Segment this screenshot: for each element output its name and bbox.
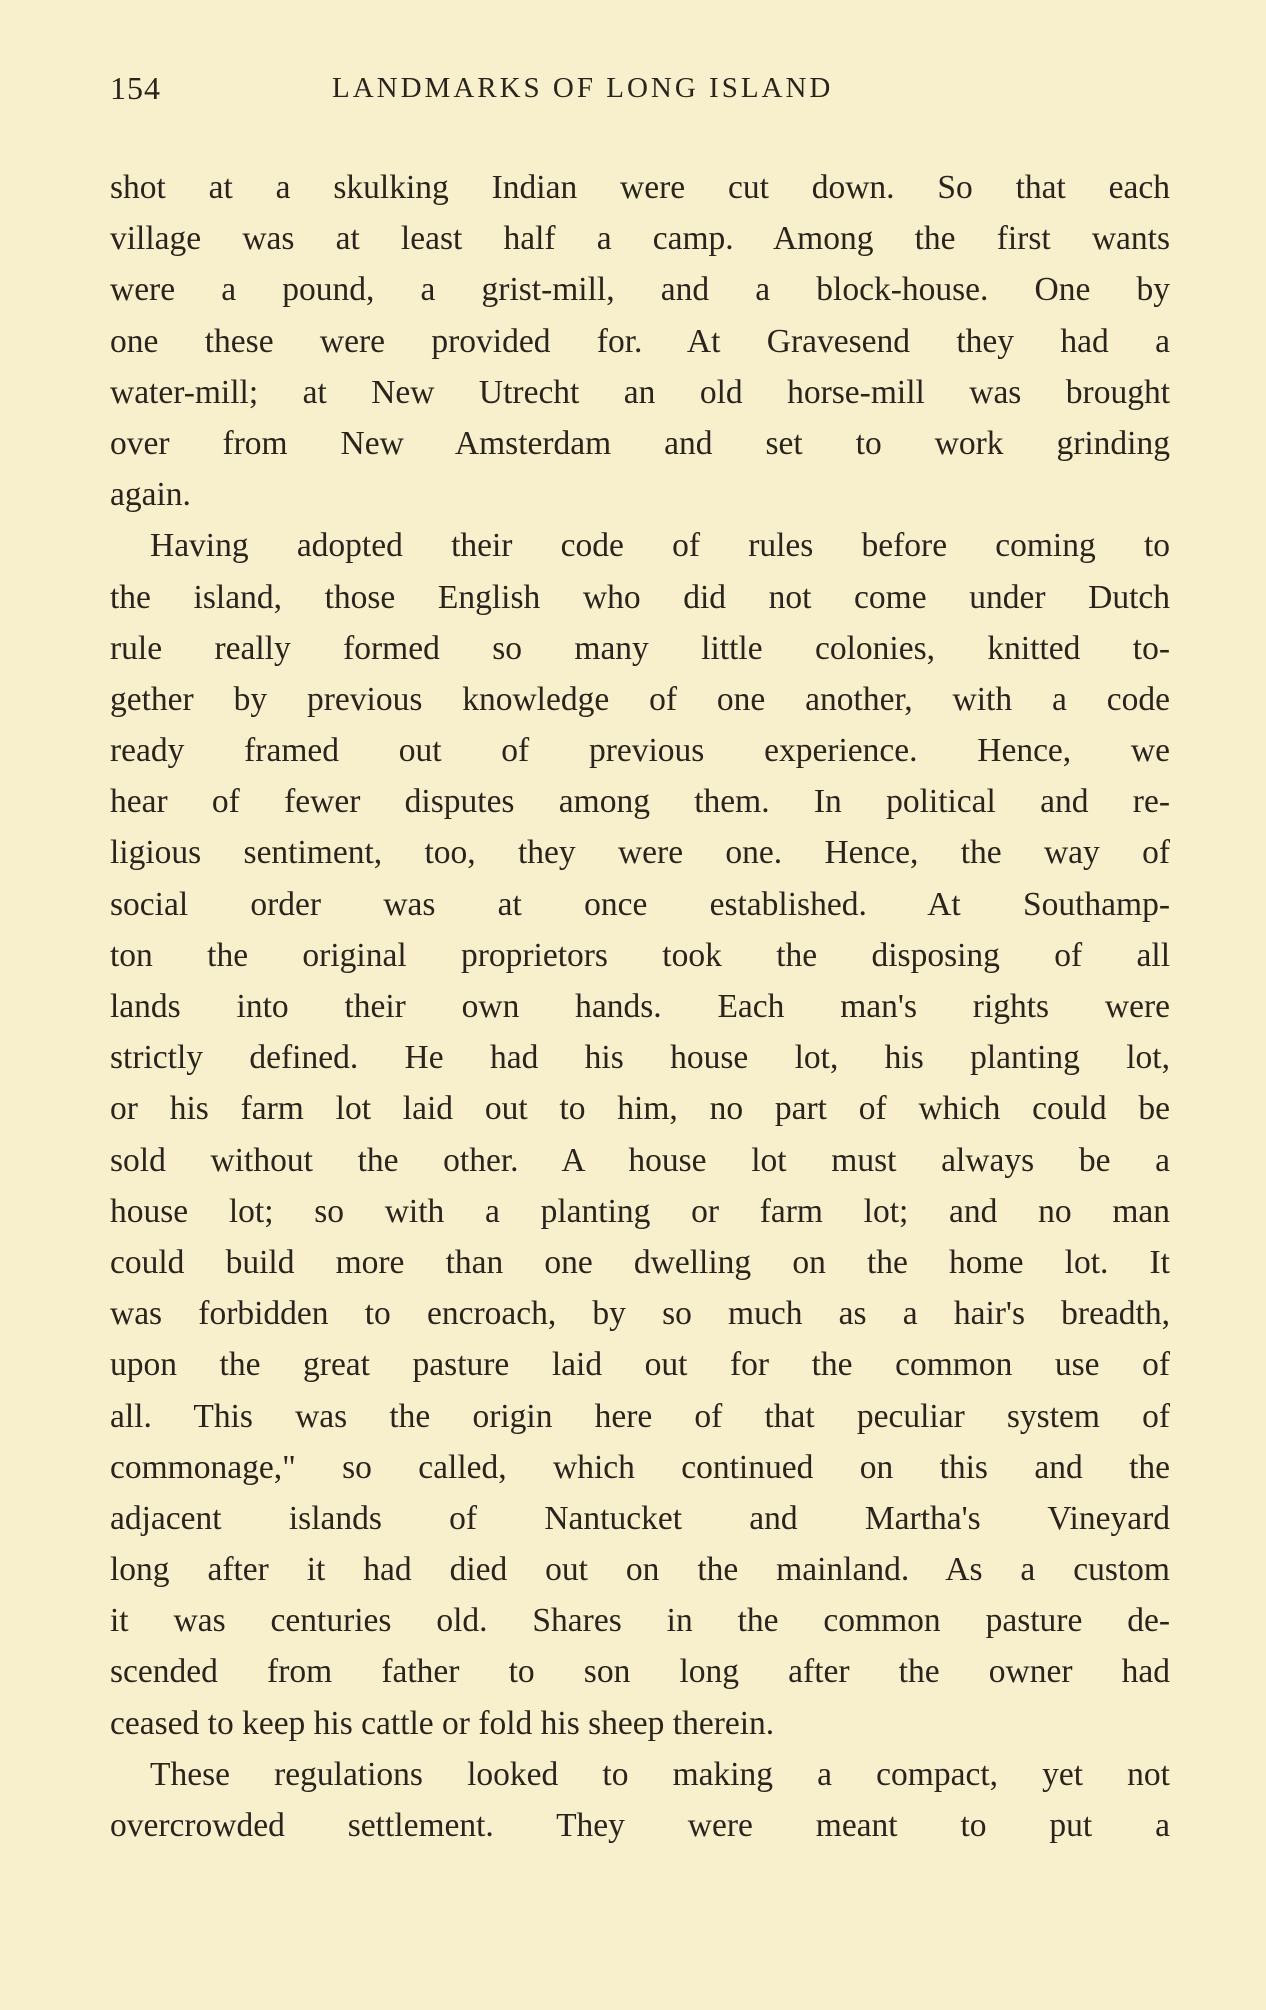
text-line: sold without the other. A house lot must always be a (110, 1141, 1170, 1179)
text-line: ready framed out of previous experience. Hence, we (110, 732, 1170, 770)
text-line: scended from father to son long after the owner had (110, 1653, 1170, 1691)
text-line: overcrowded settlement. They were meant to put a (110, 1807, 1170, 1844)
text-line: upon the great pasture laid out for the common use of (110, 1346, 1170, 1384)
body-text (110, 162, 1170, 1851)
text-line: was forbidden to encroach, by so much as a hair's breadth, (110, 1295, 1170, 1333)
text-line: house lot; so with a planting or farm lot; and no man (110, 1192, 1170, 1230)
text-line: or his farm lot laid out to him, no part of which could be (110, 1090, 1170, 1128)
text-line: village was at least half a camp. Among the first wants (110, 220, 1170, 258)
text-line: one these were provided for. At Gravesend they had a (110, 322, 1170, 360)
paragraph-start-line: Having adopted their code of rules before coming to (150, 527, 1170, 565)
text-line: it was centuries old. Shares in the common pasture de- (110, 1602, 1170, 1640)
text-line: were a pound, a grist-mill, and a block-house. One by (110, 271, 1170, 309)
text-line: shot at a skulking Indian were cut down. So that each (110, 169, 1170, 206)
text-line: again. (110, 476, 191, 514)
text-line: ton the original proprietors took the disposing of all (110, 936, 1170, 974)
text-line: hear of fewer disputes among them. In political and re- (110, 783, 1170, 821)
paragraph-start-line: These regulations looked to making a compact, yet not (150, 1755, 1170, 1793)
text-line: the island, those English who did not come under Dutch (110, 578, 1170, 616)
text-line: commonage," so called, which continued on this and the (110, 1448, 1170, 1486)
text-line: water-mill; at New Utrecht an old horse-mill was brought (110, 373, 1170, 411)
text-line: all. This was the origin here of that peculiar system of (110, 1397, 1170, 1435)
text-line: lands into their own hands. Each man's rights were (110, 988, 1170, 1025)
text-line: ligious sentiment, too, they were one. Hence, the way of (110, 834, 1170, 872)
text-line: ceased to keep his cattle or fold his sheep therein. (110, 1704, 775, 1742)
running-title: LANDMARKS OF LONG ISLAND (332, 72, 834, 104)
text-line: long after it had died out on the mainland. As a custom (110, 1551, 1170, 1589)
text-line: gether by previous knowledge of one another, with a code (110, 680, 1170, 718)
text-line: over from New Amsterdam and set to work grinding (110, 424, 1170, 462)
text-line: strictly defined. He had his house lot, his planting lot, (110, 1039, 1170, 1077)
text-line: adjacent islands of Nantucket and Martha's Vineyard (110, 1499, 1170, 1537)
text-line: rule really formed so many little colonies, knitted to- (110, 629, 1170, 667)
page-header (110, 66, 1170, 110)
text-line: social order was at once established. At Southamp- (110, 885, 1170, 923)
text-line: could build more than one dwelling on the home lot. It (110, 1243, 1170, 1281)
page-number: 154 (110, 70, 161, 106)
